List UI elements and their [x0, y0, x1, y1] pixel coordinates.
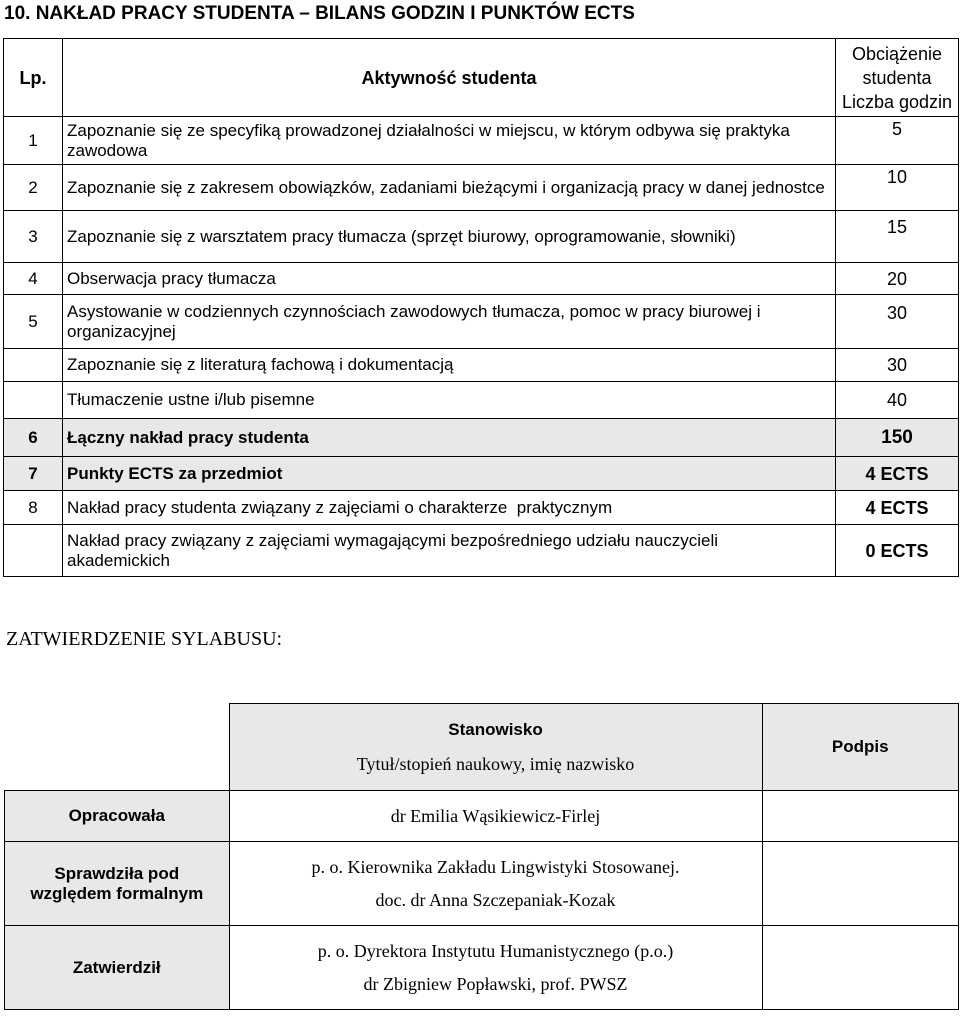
direct-value: 0 ECTS: [836, 525, 959, 577]
approval-person-line1: dr Emilia Wąsikiewicz-Firlej: [390, 805, 601, 826]
total-label: Łączny nakład pracy studenta: [63, 419, 836, 457]
header-load-line1: Obciążenie: [851, 43, 943, 64]
header-title-name-label: Tytuł/stopień naukowy, imię nazwisko: [356, 753, 635, 774]
row-lp: 4: [4, 263, 63, 295]
approval-header-position: [229, 704, 762, 791]
direct-label: Nakład pracy związany z zajęciami wymagającymi bezpośredniego udziału nauczycieli akademickich: [63, 525, 836, 577]
approval-row: [5, 926, 959, 1010]
header-load: [836, 39, 959, 117]
table-header-row: [4, 39, 959, 117]
workload-table: [3, 38, 959, 577]
approval-signature-cell: [762, 842, 959, 926]
row-hours: 40: [836, 382, 959, 419]
table-row: [4, 117, 959, 165]
approval-header-spacer: [5, 704, 230, 791]
row-hours: 30: [836, 295, 959, 349]
approval-person: [229, 926, 762, 1010]
row-lp: [4, 349, 63, 382]
approval-title: ZATWIERDZENIE SYLABUSU:: [6, 628, 283, 650]
approval-person: [229, 791, 762, 842]
practical-lp: 8: [4, 491, 63, 525]
table-row: [4, 295, 959, 349]
ects-label: Punkty ECTS za przedmiot: [63, 457, 836, 491]
table-row: [4, 349, 959, 382]
table-row: [4, 382, 959, 419]
approval-person: [229, 842, 762, 926]
header-lp: Lp.: [4, 39, 63, 117]
approval-role: Opracowała: [5, 791, 230, 842]
header-load-line2: studenta: [862, 67, 932, 88]
direct-lp: [4, 525, 63, 577]
practical-value: 4 ECTS: [836, 491, 959, 525]
ects-value: 4 ECTS: [836, 457, 959, 491]
header-position-label: Stanowisko: [448, 719, 543, 739]
table-row: [4, 165, 959, 211]
row-activity: Asystowanie w codziennych czynnościach zawodowych tłumacza, pomoc w pracy biurowej i organizacyjnej: [63, 295, 836, 349]
approval-person-line1: p. o. Dyrektora Instytutu Humanistycznego (p.o.): [317, 940, 674, 961]
direct-row: [4, 525, 959, 577]
table-row: [4, 263, 959, 295]
row-activity: Zapoznanie się z zakresem obowiązków, zadaniami bieżącymi i organizacją pracy w danej jednostce: [63, 165, 836, 211]
row-activity: Tłumaczenie ustne i/lub pisemne: [63, 382, 836, 419]
approval-role: Sprawdziła pod względem formalnym: [5, 842, 230, 926]
section-title: 10. NAKŁAD PRACY STUDENTA – BILANS GODZIN I PUNKTÓW ECTS: [4, 3, 635, 24]
approval-row: [5, 842, 959, 926]
approval-signature-cell: [762, 926, 959, 1010]
table-row: [4, 211, 959, 263]
row-lp: 3: [4, 211, 63, 263]
row-activity: Zapoznanie się ze specyfiką prowadzonej działalności w miejscu, w którym odbywa się praktyka zawodowa: [63, 117, 836, 165]
row-activity: Zapoznanie się z literaturą fachową i dokumentacją: [63, 349, 836, 382]
row-activity: Zapoznanie się z warsztatem pracy tłumacza (sprzęt biurowy, oprogramowanie, słowniki): [63, 211, 836, 263]
row-activity: Obserwacja pracy tłumacza: [63, 263, 836, 295]
approval-person-line1: p. o. Kierownika Zakładu Lingwistyki Stosowanej.: [311, 856, 680, 877]
total-value: 150: [836, 419, 959, 457]
total-lp: 6: [4, 419, 63, 457]
ects-lp: 7: [4, 457, 63, 491]
row-hours: 5: [836, 117, 959, 165]
approval-signature-cell: [762, 791, 959, 842]
row-hours: 15: [836, 211, 959, 263]
practical-row: [4, 491, 959, 525]
ects-row: [4, 457, 959, 491]
approval-row: [5, 791, 959, 842]
approval-table: [4, 703, 959, 1010]
approval-person-line2: doc. dr Anna Szczepaniak-Kozak: [375, 889, 616, 910]
approval-person-line2: dr Zbigniew Popławski, prof. PWSZ: [363, 973, 628, 994]
row-hours: 30: [836, 349, 959, 382]
row-lp: [4, 382, 63, 419]
practical-label: Nakład pracy studenta związany z zajęciami o charakterze praktycznym: [63, 491, 836, 525]
approval-header-row: [5, 704, 959, 791]
row-lp: 5: [4, 295, 63, 349]
header-activity: Aktywność studenta: [63, 39, 836, 117]
row-lp: 2: [4, 165, 63, 211]
row-hours: 10: [836, 165, 959, 211]
row-lp: 1: [4, 117, 63, 165]
approval-header-signature: Podpis: [762, 704, 959, 791]
total-row: [4, 419, 959, 457]
row-hours: 20: [836, 263, 959, 295]
approval-role: Zatwierdził: [5, 926, 230, 1010]
header-load-line3: Liczba godzin: [841, 91, 953, 112]
